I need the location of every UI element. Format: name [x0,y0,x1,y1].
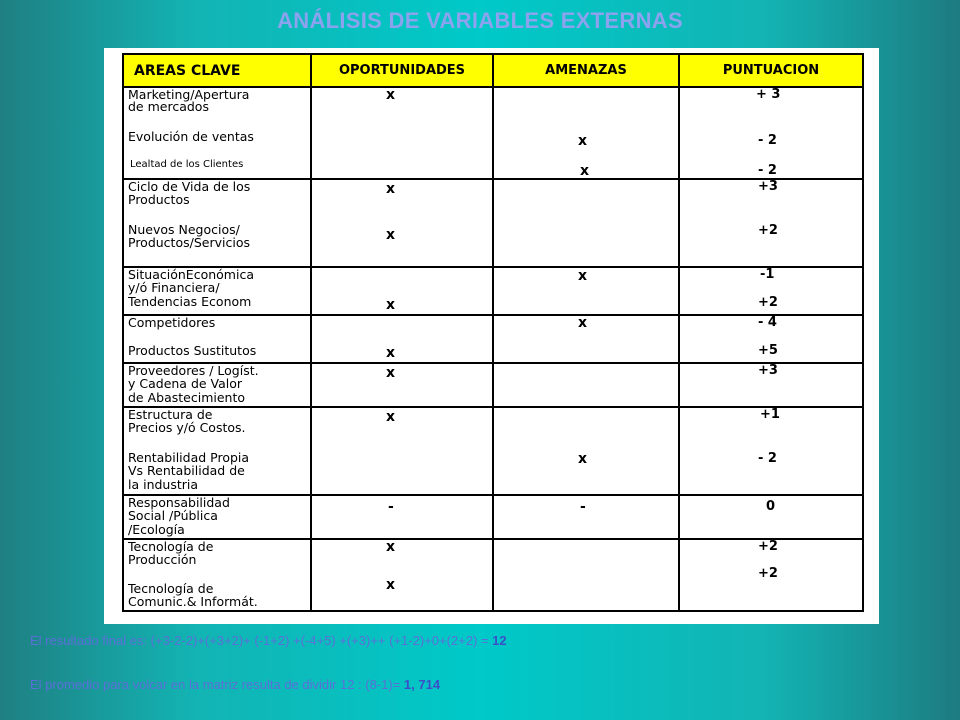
area-label: de Abastecimiento [128,390,246,405]
opportunity-mark: x [386,365,396,381]
area-label: la industria [128,477,199,492]
puntuacion-cell [679,407,863,495]
area-label: Tendencias Econom [128,294,252,309]
puntuacion-cell [679,539,863,611]
areas-cell [123,315,311,363]
table-row [123,179,863,267]
table-row [123,539,863,611]
opportunity-mark: x [386,181,396,197]
area-label: Marketing/Apertura [128,87,250,102]
average-text: El promedio para volcar en la matriz resulta de dividir 12 : (8-1)= [30,677,404,692]
amenazas-cell [493,179,679,267]
puntuacion-cell [679,363,863,407]
page-title: ANÁLISIS DE VARIABLES EXTERNAS [277,8,683,33]
puntuacion-cell [679,179,863,267]
amenazas-cell [493,87,679,179]
threat-mark: x [578,451,588,467]
opportunity-mark: - [388,499,394,515]
opportunity-mark: x [386,345,396,361]
area-label: Lealtad de los Clientes [130,159,244,170]
areas-cell [123,267,311,315]
score-value: +5 [758,343,778,358]
area-label: Tecnología de [128,539,214,554]
threat-mark: x [580,163,590,179]
area-label: Vs Rentabilidad de [128,463,245,478]
opportunity-mark: x [386,409,396,425]
header-oportunidades: OPORTUNIDADES [311,54,493,87]
area-label: Estructura de [128,407,213,422]
oportunidades-cell [311,495,493,539]
area-label: Competidores [128,315,216,330]
area-label: y/ó Financiera/ [128,280,220,295]
threat-mark: x [578,133,588,149]
area-label: Comunic.& Informát. [128,594,258,609]
result-line-total [30,633,507,648]
table-row [123,315,863,363]
table-row [123,495,863,539]
score-value: +2 [758,539,778,554]
area-label: /Ecología [128,522,185,537]
area-label: Social /Pública [128,508,218,523]
puntuacion-cell [679,87,863,179]
area-label: Proveedores / Logíst. [128,363,259,378]
puntuacion-cell [679,267,863,315]
oportunidades-cell [311,539,493,611]
header-puntuacion: PUNTUACION [679,54,863,87]
amenazas-cell [493,267,679,315]
area-label: Productos Sustitutos [128,343,257,358]
area-label: Evolución de ventas [128,129,254,144]
areas-cell [123,539,311,611]
score-value: 0 [766,499,776,514]
table-row [123,267,863,315]
amenazas-cell [493,315,679,363]
score-value: - 2 [758,133,777,148]
areas-cell [123,179,311,267]
average-value: 1, 714 [403,677,441,692]
table-row [123,363,863,407]
threat-mark: x [578,268,588,284]
opportunity-mark: x [386,539,396,555]
score-value: - 2 [758,163,777,178]
amenazas-cell [493,539,679,611]
area-label: Productos/Servicios [128,235,250,250]
oportunidades-cell [311,363,493,407]
area-label: Productos [128,192,190,207]
score-value: +3 [758,179,778,194]
puntuacion-cell [679,315,863,363]
oportunidades-cell [311,315,493,363]
area-label: Producción [128,552,197,567]
variables-table [122,53,864,612]
oportunidades-cell [311,267,493,315]
area-label: de mercados [128,99,209,114]
score-value: +2 [758,223,778,238]
areas-cell [123,495,311,539]
amenazas-cell [493,495,679,539]
area-label: Tecnología de [128,581,214,596]
score-value: + 3 [756,87,781,102]
threat-mark: - [580,499,586,515]
area-label: Rentabilidad Propia [128,450,250,465]
opportunity-mark: x [386,297,396,313]
table-header-row [123,54,863,87]
amenazas-cell [493,363,679,407]
area-label: Nuevos Negocios/ [128,222,240,237]
score-value: +2 [758,295,778,310]
opportunity-mark: x [386,577,396,593]
areas-cell [123,87,311,179]
result-total-value: 12 [492,633,507,648]
areas-cell [123,363,311,407]
area-label: SituaciónEconómica [128,267,254,282]
oportunidades-cell [311,179,493,267]
area-label: Precios y/ó Costos. [128,420,246,435]
table-row [123,87,863,179]
puntuacion-cell [679,495,863,539]
score-value: - 4 [758,315,777,330]
area-label: Responsabilidad [128,495,230,510]
score-value: +3 [758,363,778,378]
area-label: Ciclo de Vida de los [128,179,251,194]
area-label: y Cadena de Valor [128,376,243,391]
result-line-average [30,677,440,692]
score-value: -1 [760,267,775,282]
threat-mark: x [578,315,588,331]
score-value: - 2 [758,451,777,466]
opportunity-mark: x [386,227,396,243]
areas-cell [123,407,311,495]
header-areas-clave: AREAS CLAVE [123,54,311,87]
analysis-sheet [104,48,879,624]
table-row [123,407,863,495]
result-text: El resultado final es: (+3-2-2)+(+3+2)+ (-1+2) +(-4+5) +(+3)++ (+1-2)+0+(2+2) = [30,633,493,648]
score-value: +1 [760,407,780,422]
opportunity-mark: x [386,87,396,103]
amenazas-cell [493,407,679,495]
oportunidades-cell [311,407,493,495]
oportunidades-cell [311,87,493,179]
score-value: +2 [758,566,778,581]
header-amenazas: AMENAZAS [493,54,679,87]
